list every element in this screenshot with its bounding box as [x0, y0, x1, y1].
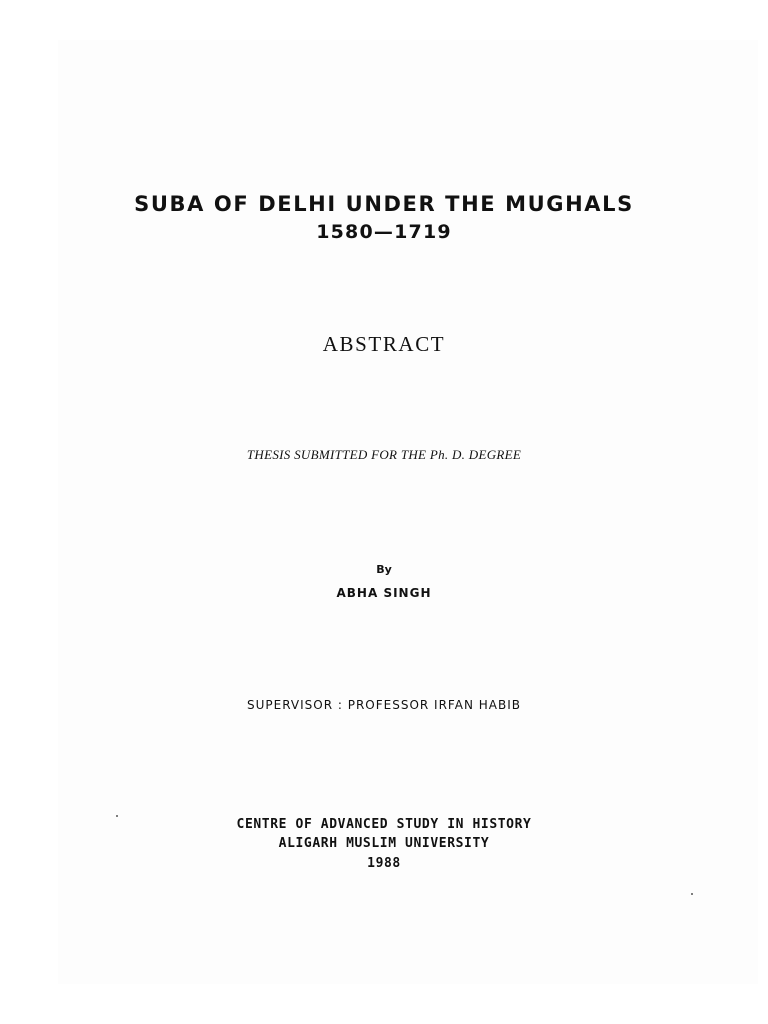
document-type-heading: ABSTRACT — [322, 332, 446, 356]
thesis-title: SUBA OF DELHI UNDER THE MUGHALS — [134, 192, 634, 216]
institution-name: CENTRE OF ADVANCED STUDY IN HISTORY — [236, 817, 532, 832]
thesis-submission-line: THESIS SUBMITTED FOR THE Ph. D. DEGREE — [246, 447, 522, 462]
scan-speck — [116, 815, 118, 817]
university-name: ALIGARH MUSLIM UNIVERSITY — [278, 836, 490, 851]
supervisor-line: SUPERVISOR : PROFESSOR IRFAN HABIB — [247, 698, 521, 712]
by-label: By — [376, 563, 392, 576]
author-name: ABHA SINGH — [336, 586, 432, 600]
thesis-period: 1580—1719 — [316, 221, 452, 243]
submission-year: 1988 — [367, 856, 401, 871]
scan-speck — [691, 893, 693, 895]
